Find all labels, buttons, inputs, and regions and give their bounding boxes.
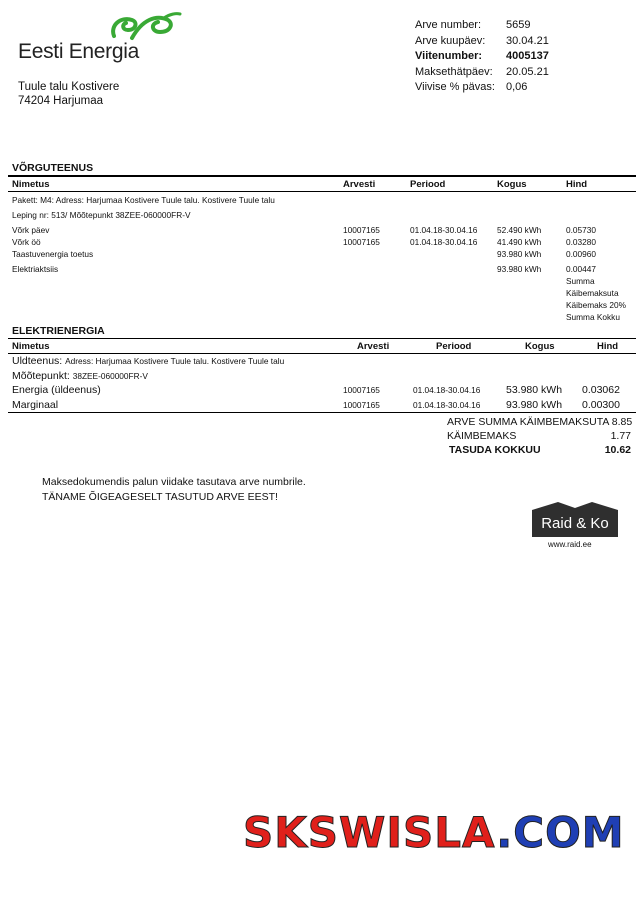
meta-label: Viivise % pävas: <box>415 81 495 93</box>
watermark-part1: SKSWISLA <box>243 808 497 857</box>
network-row-meter: 10007165 <box>343 237 380 247</box>
general-service-address: Adress: Harjumaa Kostivere Tuule talu. Kostivere Tuule talu <box>65 356 285 366</box>
metering-point-label: Mõõtepunkt: <box>12 370 70 382</box>
vat-label: KÄIMBEMAKS <box>447 430 517 442</box>
network-header-meter: Arvesti <box>343 179 376 190</box>
meta-label: Arve number: <box>415 19 482 31</box>
general-service-label: Uldteenus: <box>12 355 63 367</box>
meta-label: Maksethätpäev: <box>415 65 493 78</box>
brand-name: Eesti Energia <box>18 40 140 63</box>
network-summary-label: Summa <box>566 276 595 286</box>
network-header-price: Hind <box>566 179 588 190</box>
network-summary-label: Käibemaksuta <box>566 288 619 298</box>
network-row-price: 0.00447 <box>566 264 596 274</box>
divider <box>8 412 636 413</box>
metering-point-code: 38ZEE-060000FR-V <box>72 371 148 381</box>
network-summary-label: Käibemaks 20% <box>566 300 626 310</box>
meta-value: 5659 <box>506 19 531 31</box>
printer-name: Raid & Ko <box>541 515 609 532</box>
network-row-period: 01.04.18-30.04.16 <box>410 237 478 247</box>
network-header-period: Periood <box>410 179 446 190</box>
network-row-meter: 10007165 <box>343 225 380 235</box>
network-row-qty: 93.980 kWh <box>497 249 542 259</box>
electricity-row-qty: 93.980 kWh <box>506 399 563 411</box>
general-service-line <box>12 355 284 367</box>
network-row-period: 01.04.18-30.04.16 <box>410 225 478 235</box>
package-line: Pakett: M4: Adress: Harjumaa Kostivere Tuule talu. Kostivere Tuule talu <box>12 195 275 205</box>
leaf-swirl-logo-icon <box>108 10 184 44</box>
electricity-row-price: 0.03062 <box>582 384 620 396</box>
electricity-row-meter: 10007165 <box>343 385 380 395</box>
electricity-row-period: 01.04.18-30.04.16 <box>413 400 481 410</box>
payment-note: Maksedokumendis palun viidake tasutava arve numbrile. <box>42 476 306 488</box>
meta-row <box>415 65 549 81</box>
network-row-name: Taastuvenergia toetus <box>12 249 94 259</box>
meta-value: 20.05.21 <box>506 65 549 78</box>
watermark-part2: .COM <box>496 808 625 857</box>
network-row-price: 0.05730 <box>566 225 596 235</box>
contract-line: Leping nr: 513/ Mõõtepunkt 38ZEE-060000FR-V <box>12 210 191 220</box>
electricity-row-price: 0.00300 <box>582 399 620 411</box>
electricity-row-meter: 10007165 <box>343 400 380 410</box>
invoice-meta <box>415 18 549 96</box>
network-row-price: 0.00960 <box>566 249 596 259</box>
meta-value: 0,06 <box>506 81 528 93</box>
network-row-name: Elektriaktsiis <box>12 264 59 274</box>
divider <box>8 175 636 177</box>
meta-label: Arve kuupäev: <box>415 34 486 47</box>
electricity-header-meter: Arvesti <box>357 341 390 352</box>
electricity-row-name: Marginaal <box>12 399 59 411</box>
network-row-qty: 52.490 kWh <box>497 225 542 235</box>
meta-row <box>415 18 549 34</box>
meta-row <box>415 49 549 65</box>
roof-icon <box>532 500 618 510</box>
electricity-row-name: Energia (üldeenus) <box>12 384 101 396</box>
divider <box>8 338 636 339</box>
network-section-title: VÕRGUTEENUS <box>12 162 94 174</box>
network-row-qty: 93.980 kWh <box>497 264 542 274</box>
total-due-value: 10.62 <box>604 444 631 456</box>
printer-url: www.raid.ee <box>548 540 592 549</box>
divider <box>8 191 636 192</box>
network-header-qty: Kogus <box>497 179 527 190</box>
watermark <box>243 808 625 857</box>
printer-logo <box>532 500 618 537</box>
total-without-vat: ARVE SUMMA KÄIMBEMAKSUTA 8.85 <box>447 416 633 428</box>
meta-row <box>415 34 549 50</box>
metering-point-line <box>12 370 148 382</box>
network-summary-label: Summa Kokku <box>566 312 620 322</box>
customer-name: Tuule talu Kostivere <box>18 81 120 93</box>
vat-value: 1.77 <box>610 430 631 442</box>
network-row-name: Võrk päev <box>12 225 50 235</box>
electricity-header-name: Nimetus <box>12 341 50 352</box>
network-header-name: Nimetus <box>12 179 50 190</box>
electricity-header-qty: Kogus <box>525 341 555 352</box>
electricity-header-period: Periood <box>436 341 472 352</box>
electricity-row-period: 01.04.18-30.04.16 <box>413 385 481 395</box>
total-due-label: TASUDA KOKKUU <box>449 444 541 456</box>
electricity-header-price: Hind <box>597 341 619 352</box>
customer-postcode: 74204 Harjumaa <box>18 95 104 107</box>
divider <box>8 353 636 354</box>
network-row-name: Võrk öö <box>12 237 41 247</box>
thank-you-note: TÄNAME ÕIGEAGESELT TASUTUD ARVE EEST! <box>42 491 278 503</box>
meta-row <box>415 80 549 96</box>
electricity-row-qty: 53.980 kWh <box>506 384 563 396</box>
network-row-qty: 41.490 kWh <box>497 237 542 247</box>
network-row-price: 0.03280 <box>566 237 596 247</box>
meta-label: Viitenumber: <box>415 50 483 62</box>
meta-value: 30.04.21 <box>506 34 549 47</box>
electricity-section-title: ELEKTRIENERGIA <box>12 325 105 337</box>
meta-value: 4005137 <box>506 50 549 62</box>
